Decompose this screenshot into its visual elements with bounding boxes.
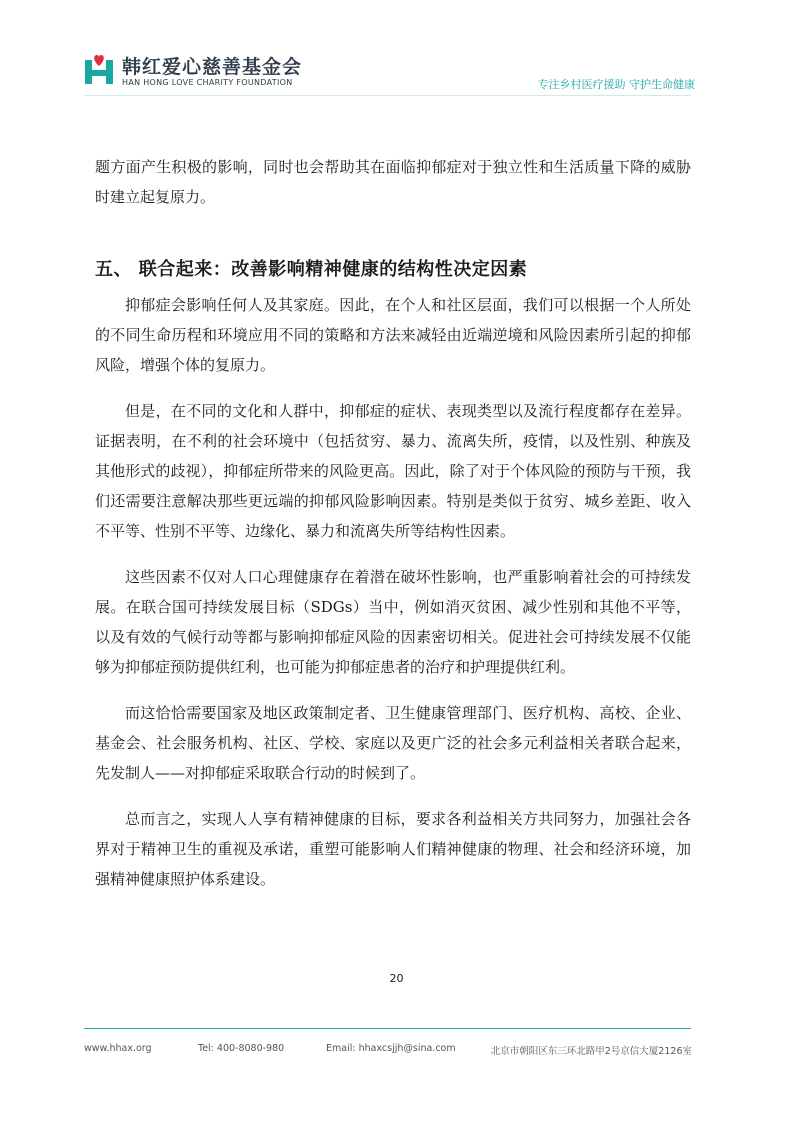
header-divider xyxy=(84,95,691,96)
footer-address: 北京市朝阳区东三环北路甲2号京信大厦2126室 xyxy=(490,1046,692,1057)
org-name-en: HAN HONG LOVE CHARITY FOUNDATION xyxy=(122,78,293,87)
body-paragraph-2: 但是，在不同的文化和人群中，抑郁症的症状、表现类型以及流行程度都存在差异。证据表明，在不利的社会环境中（包括贫穷、暴力、流离失所，疫情，以及性别、种族及其他形式的歧视），抑郁症所带来的风险更高。因此，除了对于个体风险的预防与干预，我们还需要注意解决那些更远端的抑郁风险影响因素。特别是类似于贫穷、城乡差距、收入不平等、性别不平等、边缘化、暴力和流离失所等结构性因素。 xyxy=(95,402,691,540)
page-number: 20 xyxy=(389,972,404,985)
section-heading: 五、 联合起来：改善影响精神健康的结构性决定因素 xyxy=(95,259,528,280)
footer-website[interactable]: www.hhax.org xyxy=(84,1043,152,1054)
header-slogan: 专注乡村医疗援助 守护生命健康 xyxy=(537,78,695,91)
page-body xyxy=(95,152,691,894)
body-paragraph-3: 这些因素不仅对人口心理健康存在着潜在破坏性影响，也严重影响着社会的可持续发展。在联合国可持续发展目标（SDGs）当中，例如消灭贫困、减少性别和其他不平等，以及有效的气候行动等都与影响抑郁症风险的因素密切相关。促进社会可持续发展不仅能够为抑郁症预防提供红利，也可能为抑郁症患者的治疗和护理提供红利。 xyxy=(95,568,691,676)
org-name-cn: 韩红爱心慈善基金会 xyxy=(122,56,303,78)
body-paragraph-1: 抑郁症会影响任何人及其家庭。因此，在个人和社区层面，我们可以根据一个人所处的不同生命历程和环境应用不同的策略和方法来减轻由近端逆境和风险因素所引起的抑郁风险，增强个体的复原力。 xyxy=(95,296,691,374)
footer-divider xyxy=(84,1028,691,1029)
continuation-paragraph: 题方面产生积极的影响，同时也会帮助其在面临抑郁症对于独立性和生活质量下降的威胁时建立起复原力。 xyxy=(95,158,691,206)
page-header xyxy=(0,0,793,90)
footer-phone: Tel: 400-8080-980 xyxy=(198,1043,285,1054)
body-paragraph-4: 而这恰恰需要国家及地区政策制定者、卫生健康管理部门、医疗机构、高校、企业、基金会、社会服务机构、社区、学校、家庭以及更广泛的社会多元利益相关者联合起来，先发制人——对抑郁症采取联合行动的时候到了。 xyxy=(95,704,691,782)
footer-email[interactable]: Email: hhaxcsjjh@sina.com xyxy=(326,1043,456,1054)
body-paragraph-5: 总而言之，实现人人享有精神健康的目标，要求各利益相关方共同努力，加强社会各界对于精神卫生的重视及承诺，重塑可能影响人们精神健康的物理、社会和经济环境，加强精神健康照护体系建设。 xyxy=(95,810,691,888)
foundation-logo-icon xyxy=(84,53,116,85)
